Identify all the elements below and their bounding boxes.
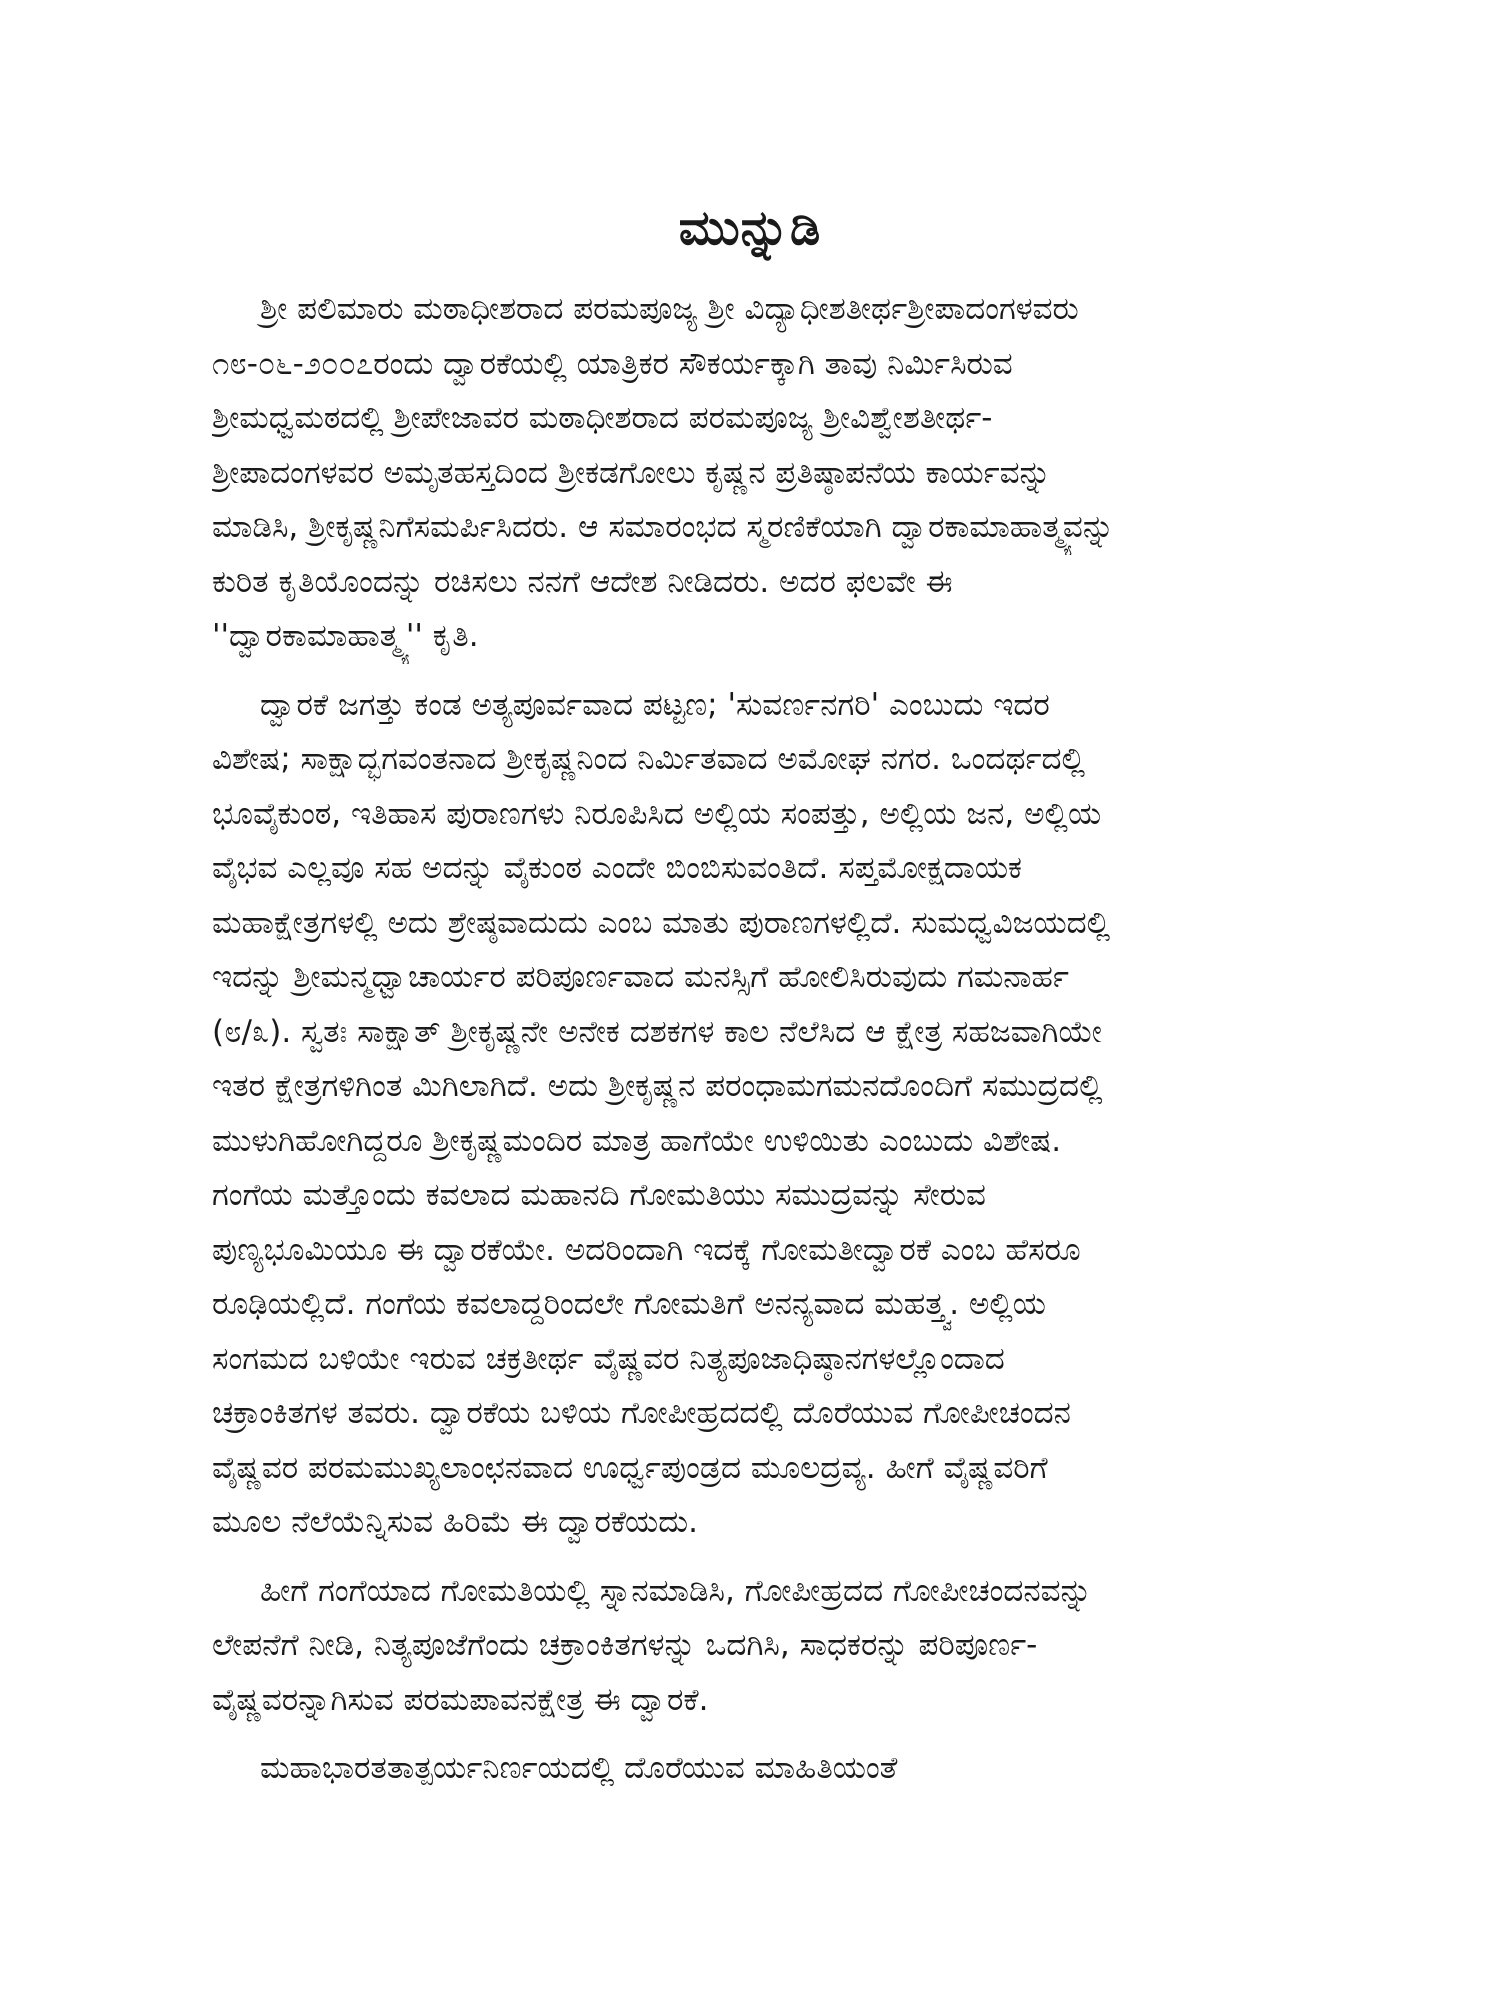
text-line: ದ್ವಾರಕೆ ಜಗತ್ತು ಕಂಡ ಅತ್ಯಪೂರ್ವವಾದ ಪಟ್ಟಣ; 'ಸುವರ್ಣನಗರಿ' ಎಂಬುದು ಇದರ xyxy=(260,686,1050,723)
text-line: ಮಹಾಭಾರತತಾತ್ಪರ್ಯನಿರ್ಣಯದಲ್ಲಿ ದೊರೆಯುವ ಮಾಹಿತಿಯಂತೆ xyxy=(260,1750,898,1786)
text-line: ವೈಭವ ಎಲ್ಲವೂ ಸಹ ಅದನ್ನು ವೈಕುಂಠ ಎಂದೇ ಬಿಂಬಿಸುವಂತಿದೆ. ಸಪ್ತಮೋಕ್ಷದಾಯಕ xyxy=(212,850,1022,886)
text-line: ಶ್ರೀಪಾದಂಗಳವರ ಅಮೃತಹಸ್ತದಿಂದ ಶ್ರೀಕಡಗೋಲು ಕೃಷ್ಣನ ಪ್ರತಿಷ್ಠಾಪನೆಯ ಕಾರ್ಯವನ್ನು xyxy=(212,454,1051,491)
text-line: ''ದ್ವಾರಕಾಮಾಹಾತ್ಮ್ಯ'' ಕೃತಿ. xyxy=(212,618,479,654)
page-title: ಮುನ್ನುಡಿ xyxy=(678,200,822,256)
paragraph-4 xyxy=(212,1741,1304,1796)
text-line: ೧೮-೦೬-೨೦೦೭ರಂದು ದ್ವಾರಕೆಯಲ್ಲಿ ಯಾತ್ರಿಕರ ಸೌಕರ್ಯಕ್ಕಾಗಿ ತಾವು ನಿರ್ಮಿಸಿರುವ xyxy=(212,345,1013,382)
paragraph-2 xyxy=(212,678,1304,1550)
text-line: ಮೂಲ ನೆಲೆಯೆನ್ನಿಸುವ ಹಿರಿಮೆ ಈ ದ್ವಾರಕೆಯದು. xyxy=(212,1504,698,1540)
text-line: ರೂಢಿಯಲ್ಲಿದೆ. ಗಂಗೆಯ ಕವಲಾದ್ದರಿಂದಲೇ ಗೋಮತಿಗೆ ಅನನ್ಯವಾದ ಮಹತ್ತ್ವ. ಅಲ್ಲಿಯ xyxy=(212,1286,1046,1322)
text-line: ಲೇಪನೆಗೆ ನೀಡಿ, ನಿತ್ಯಪೂಜೆಗೆಂದು ಚಕ್ರಾಂಕಿತಗಳನ್ನು ಒದಗಿಸಿ, ಸಾಧಕರನ್ನು ಪರಿಪೂರ್ಣ- xyxy=(212,1627,1038,1663)
paragraph-3 xyxy=(212,1564,1304,1728)
text-line: ಗಂಗೆಯ ಮತ್ತೊಂದು ಕವಲಾದ ಮಹಾನದಿ ಗೋಮತಿಯು ಸಮುದ್ರವನ್ನು ಸೇರುವ xyxy=(212,1177,986,1213)
text-line: ವಿಶೇಷ; ಸಾಕ್ಷಾದ್ಭಗವಂತನಾದ ಶ್ರೀಕೃಷ್ಣನಿಂದ ನಿರ್ಮಿತವಾದ ಅಮೋಘ ನಗರ. ಒಂದರ್ಥದಲ್ಲಿ xyxy=(212,741,1085,777)
text-line: ಮಹಾಕ್ಷೇತ್ರಗಳಲ್ಲಿ ಅದು ಶ್ರೇಷ್ಠವಾದುದು ಎಂಬ ಮಾತು ಪುರಾಣಗಳಲ್ಲಿದೆ. ಸುಮಧ್ವವಿಜಯದಲ್ಲಿ xyxy=(212,904,1111,941)
text-line: ಇತರ ಕ್ಷೇತ್ರಗಳಿಗಿಂತ ಮಿಗಿಲಾಗಿದೆ. ಅದು ಶ್ರೀಕೃಷ್ಣನ ಪರಂಧಾಮಗಮನದೊಂದಿಗೆ ಸಮುದ್ರದಲ್ಲಿ xyxy=(212,1068,1103,1104)
text-line: ವೈಷ್ಣವರ ಪರಮಮುಖ್ಯಲಾಂಛನವಾದ ಊರ್ಧ್ವಪುಂಡ್ರದ ಮೂಲದ್ರವ್ಯ. ಹೀಗೆ ವೈಷ್ಣವರಿಗೆ xyxy=(212,1449,1048,1486)
text-line: ಸಂಗಮದ ಬಳಿಯೇ ಇರುವ ಚಕ್ರತೀರ್ಥ ವೈಷ್ಣವರ ನಿತ್ಯಪೂಜಾಧಿಷ್ಠಾನಗಳಲ್ಲೊಂದಾದ xyxy=(212,1340,1005,1377)
text-line: ಕುರಿತ ಕೃತಿಯೊಂದನ್ನು ರಚಿಸಲು ನನಗೆ ಆದೇಶ ನೀಡಿದರು. ಅದರ ಫಲವೇ ಈ xyxy=(212,563,953,600)
text-line: ಹೀಗೆ ಗಂಗೆಯಾದ ಗೋಮತಿಯಲ್ಲಿ ಸ್ನಾನಮಾಡಿಸಿ, ಗೋಪೀಹ್ರದದ ಗೋಪೀಚಂದನವನ್ನು xyxy=(260,1572,1092,1609)
text-line: (೮/೩). ಸ್ವತಃ ಸಾಕ್ಷಾತ್ ಶ್ರೀಕೃಷ್ಣನೇ ಅನೇಕ ದಶಕಗಳ ಕಾಲ ನೆಲೆಸಿದ ಆ ಕ್ಷೇತ್ರ ಸಹಜವಾಗಿಯೇ xyxy=(212,1013,1102,1050)
text-line: ಪುಣ್ಯಭೂಮಿಯೂ ಈ ದ್ವಾರಕೆಯೇ. ಅದರಿಂದಾಗಿ ಇದಕ್ಕೆ ಗೋಮತೀದ್ವಾರಕೆ ಎಂಬ ಹೆಸರೂ xyxy=(212,1231,1081,1268)
text-line: ಭೂವೈಕುಂಠ, ಇತಿಹಾಸ ಪುರಾಣಗಳು ನಿರೂಪಿಸಿದ ಅಲ್ಲಿಯ ಸಂಪತ್ತು, ಅಲ್ಲಿಯ ಜನ, ಅಲ್ಲಿಯ xyxy=(212,795,1102,832)
paragraph-1 xyxy=(212,282,1304,664)
text-line: ಇದನ್ನು ಶ್ರೀಮನ್ಮಧ್ವಾಚಾರ್ಯರ ಪರಿಪೂರ್ಣವಾದ ಮನಸ್ಸಿಗೆ ಹೋಲಿಸಿರುವುದು ಗಮನಾರ್ಹ xyxy=(212,959,1069,995)
text-line: ಚಕ್ರಾಂಕಿತಗಳ ತವರು. ದ್ವಾರಕೆಯ ಬಳಿಯ ಗೋಪೀಹ್ರದದಲ್ಲಿ ದೊರೆಯುವ ಗೋಪೀಚಂದನ xyxy=(212,1395,1071,1431)
text-line: ಶ್ರೀ ಪಲಿಮಾರು ಮಠಾಧೀಶರಾದ ಪರಮಪೂಜ್ಯ ಶ್ರೀ ವಿದ್ಯಾಧೀಶತೀರ್ಥಶ್ರೀಪಾದಂಗಳವರು xyxy=(260,291,1079,327)
body-text xyxy=(212,282,1304,1796)
text-line: ವೈಷ್ಣವರನ್ನಾಗಿಸುವ ಪರಮಪಾವನಕ್ಷೇತ್ರ ಈ ದ್ವಾರಕೆ. xyxy=(212,1681,709,1718)
text-line: ಮಾಡಿಸಿ, ಶ್ರೀಕೃಷ್ಣನಿಗೆಸಮರ್ಪಿಸಿದರು. ಆ ಸಮಾರಂಭದ ಸ್ಮರಣಿಕೆಯಾಗಿ ದ್ವಾರಕಾಮಾಹಾತ್ಮ್ಯವನ್ನು xyxy=(212,509,1115,545)
text-line: ಮುಳುಗಿಹೋಗಿದ್ದರೂ ಶ್ರೀಕೃಷ್ಣಮಂದಿರ ಮಾತ್ರ ಹಾಗೆಯೇ ಉಳಿಯಿತು ಎಂಬುದು ವಿಶೇಷ. xyxy=(212,1122,1062,1159)
text-line: ಶ್ರೀಮಧ್ವಮಠದಲ್ಲಿ ಶ್ರೀಪೇಜಾವರ ಮಠಾಧೀಶರಾದ ಪರಮಪೂಜ್ಯ ಶ್ರೀವಿಶ್ವೇಶತೀರ್ಥ- xyxy=(212,400,993,436)
